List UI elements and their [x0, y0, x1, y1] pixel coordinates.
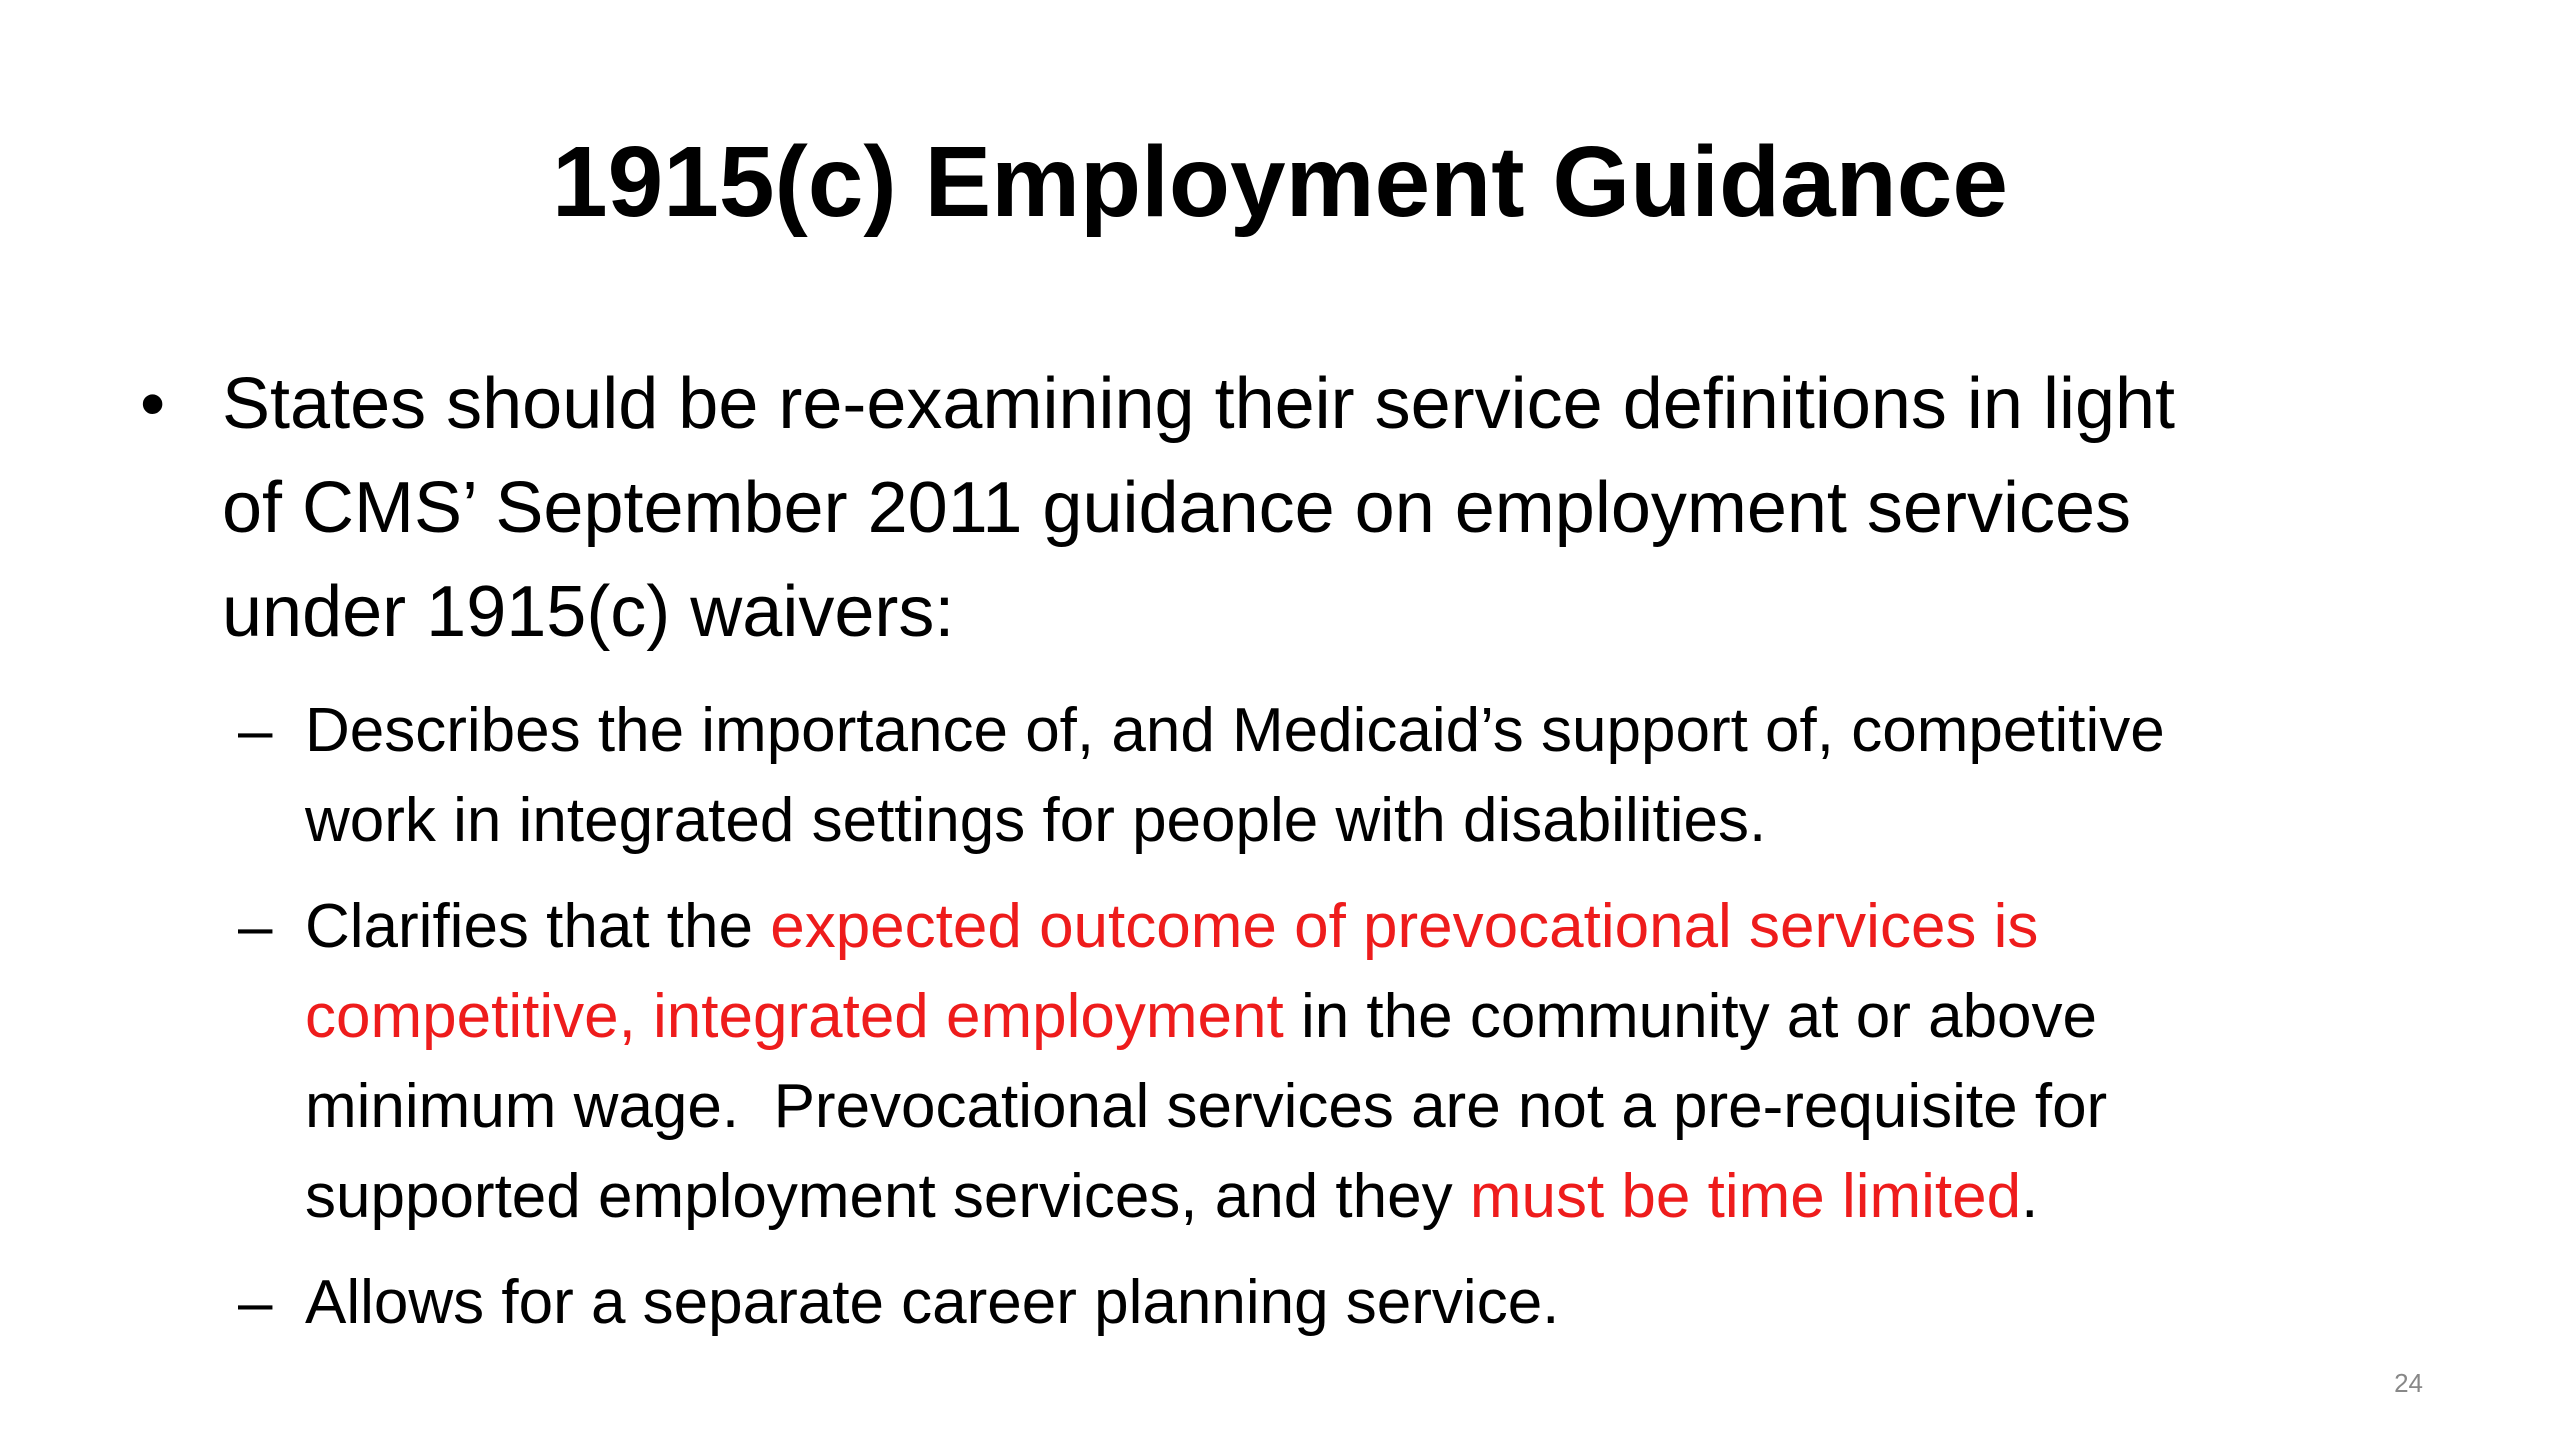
- bullet-icon: •: [140, 364, 166, 444]
- sub-item-line-3: minimum wage. Prevocational services are not a pre-requisite for: [305, 1072, 2108, 1141]
- sub-item-allows: [140, 1258, 2420, 1348]
- sub-item-line-1: Describes the importance of, and Medicaid’s support of, competitive: [305, 696, 2165, 765]
- sub-item-line-1: Allows for a separate career planning service.: [305, 1268, 1560, 1337]
- text-segment: supported employment services, and they: [305, 1162, 1470, 1231]
- bullet-line-1: States should be re-examining their service definitions in light: [222, 364, 2176, 444]
- dash-icon: –: [238, 1268, 273, 1337]
- dash-icon: –: [238, 696, 273, 765]
- text-segment: in the community at or above: [1283, 982, 2098, 1051]
- slide-title: 1915(c) Employment Guidance: [551, 126, 2008, 238]
- bullet-line-2: of CMS’ September 2011 guidance on employment services: [222, 468, 2131, 548]
- text-segment: .: [2021, 1162, 2039, 1231]
- highlighted-text: expected outcome of prevocational services is: [770, 892, 2039, 961]
- highlighted-text: must be time limited: [1469, 1162, 2022, 1231]
- sub-item-line-2: work in integrated settings for people with disabilities.: [305, 786, 1767, 855]
- sub-item-clarifies: [140, 882, 2420, 1242]
- highlighted-text: competitive, integrated employment: [305, 982, 1284, 1051]
- page-number: 24: [2394, 1368, 2423, 1398]
- slide-body: [140, 352, 2420, 1348]
- bullet-item: [140, 352, 2420, 664]
- dash-icon: –: [238, 892, 273, 961]
- sub-item-describes: [140, 686, 2420, 866]
- text-segment: Clarifies that the: [305, 892, 771, 961]
- sub-item-line-1: [305, 882, 2420, 972]
- sub-item-line-2: [305, 972, 2420, 1062]
- bullet-line-3: under 1915(c) waivers:: [222, 572, 955, 652]
- sub-item-line-4: [305, 1152, 2420, 1242]
